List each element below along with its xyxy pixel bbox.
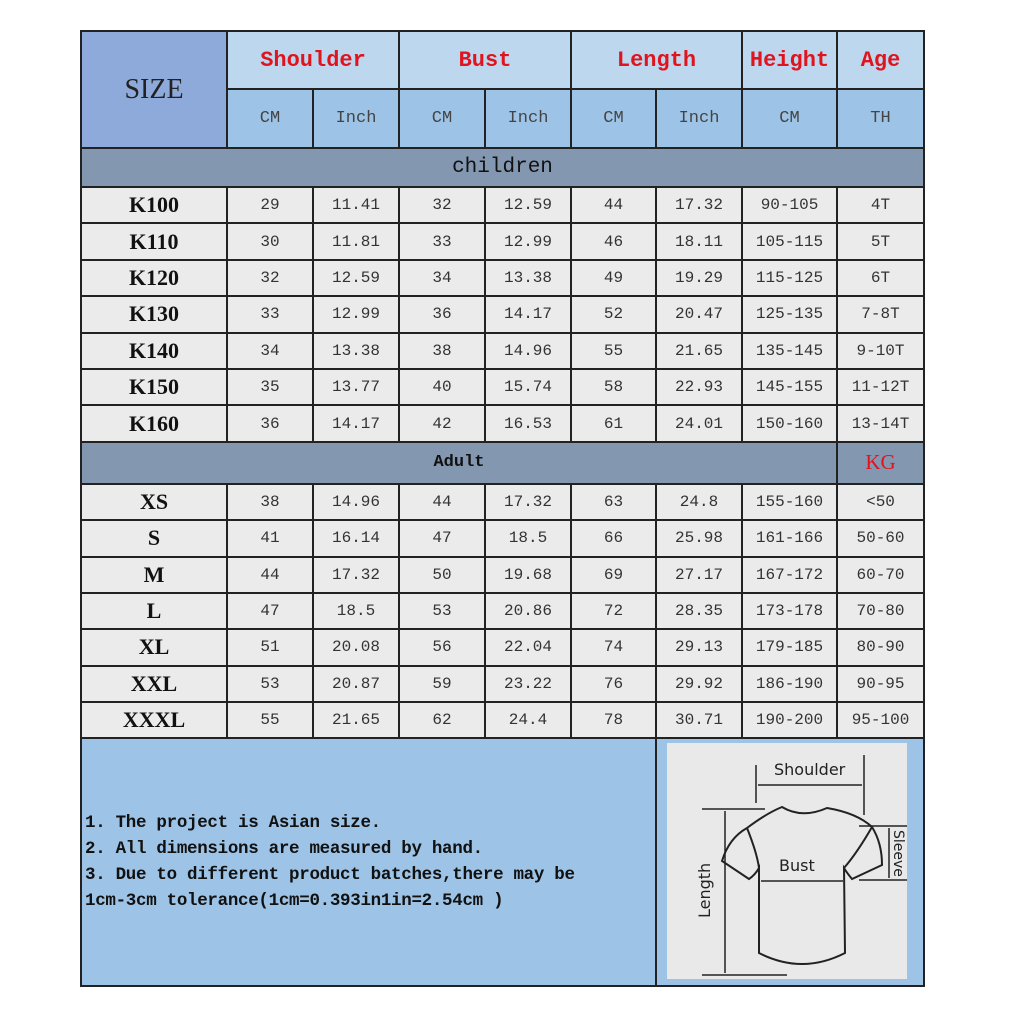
size-value: 27.17: [656, 557, 742, 593]
size-value: 25.98: [656, 520, 742, 556]
size-value: 95-100: [837, 702, 924, 738]
adult-size-row: [81, 666, 924, 702]
size-value: 18.11: [656, 223, 742, 259]
size-value: 14.96: [485, 333, 571, 369]
size-value: 74: [571, 629, 656, 665]
size-value: 38: [399, 333, 485, 369]
unit-header: TH: [837, 89, 924, 148]
size-value: 16.53: [485, 405, 571, 441]
size-value: 167-172: [742, 557, 837, 593]
size-value: 50: [399, 557, 485, 593]
size-value: 60-70: [837, 557, 924, 593]
size-value: 155-160: [742, 484, 837, 520]
size-value: 30.71: [656, 702, 742, 738]
size-value: 145-155: [742, 369, 837, 405]
size-value: 19.29: [656, 260, 742, 296]
unit-header: Inch: [485, 89, 571, 148]
size-value: 14.17: [485, 296, 571, 332]
size-label: K150: [81, 369, 227, 405]
children-size-row: [81, 405, 924, 441]
size-label: XS: [81, 484, 227, 520]
size-value: 29.13: [656, 629, 742, 665]
size-value: 18.5: [313, 593, 399, 629]
size-value: 13-14T: [837, 405, 924, 441]
diagram-length-label: Length: [695, 863, 714, 919]
size-value: 69: [571, 557, 656, 593]
size-value: 29.92: [656, 666, 742, 702]
unit-header: CM: [742, 89, 837, 148]
size-value: 22.93: [656, 369, 742, 405]
children-size-row: [81, 296, 924, 332]
size-header: SIZE: [81, 31, 227, 148]
size-value: 18.5: [485, 520, 571, 556]
size-chart-table: [80, 30, 925, 987]
size-value: 58: [571, 369, 656, 405]
size-value: 53: [399, 593, 485, 629]
size-value: 186-190: [742, 666, 837, 702]
size-value: 12.99: [313, 296, 399, 332]
size-value: 125-135: [742, 296, 837, 332]
length-header: Length: [571, 31, 742, 89]
size-label: K120: [81, 260, 227, 296]
size-value: 11.41: [313, 187, 399, 223]
size-value: 21.65: [656, 333, 742, 369]
children-size-row: [81, 260, 924, 296]
adult-size-row: [81, 702, 924, 738]
size-value: 40: [399, 369, 485, 405]
size-value: 12.99: [485, 223, 571, 259]
size-value: 12.59: [485, 187, 571, 223]
size-value: 24.01: [656, 405, 742, 441]
size-value: 38: [227, 484, 313, 520]
size-value: 51: [227, 629, 313, 665]
kg-label: KG: [837, 442, 924, 484]
size-value: 23.22: [485, 666, 571, 702]
size-value: 20.47: [656, 296, 742, 332]
size-label: M: [81, 557, 227, 593]
size-value: 56: [399, 629, 485, 665]
size-value: 28.35: [656, 593, 742, 629]
size-value: 34: [227, 333, 313, 369]
adult-size-row: [81, 593, 924, 629]
age-header: Age: [837, 31, 924, 89]
size-value: 11.81: [313, 223, 399, 259]
size-value: 90-95: [837, 666, 924, 702]
size-value: 150-160: [742, 405, 837, 441]
adult-section-row: [81, 442, 924, 484]
size-value: 24.8: [656, 484, 742, 520]
size-value: 13.38: [485, 260, 571, 296]
size-label: K100: [81, 187, 227, 223]
size-value: 47: [227, 593, 313, 629]
children-size-row: [81, 333, 924, 369]
size-value: 90-105: [742, 187, 837, 223]
diagram-bust-label: Bust: [779, 856, 815, 876]
size-value: 4T: [837, 187, 924, 223]
size-value: 44: [571, 187, 656, 223]
children-size-row: [81, 369, 924, 405]
size-value: 115-125: [742, 260, 837, 296]
size-value: 53: [227, 666, 313, 702]
header-row-groups: [81, 31, 924, 89]
size-label: K160: [81, 405, 227, 441]
bust-header: Bust: [399, 31, 571, 89]
size-value: 44: [399, 484, 485, 520]
unit-header: CM: [399, 89, 485, 148]
size-value: 12.59: [313, 260, 399, 296]
size-value: 24.4: [485, 702, 571, 738]
height-header: Height: [742, 31, 837, 89]
note-2: 2. All dimensions are measured by hand.: [85, 839, 483, 860]
size-label: K110: [81, 223, 227, 259]
size-value: 21.65: [313, 702, 399, 738]
size-value: 135-145: [742, 333, 837, 369]
size-value: 29: [227, 187, 313, 223]
size-value: 55: [227, 702, 313, 738]
size-value: 22.04: [485, 629, 571, 665]
size-value: 32: [399, 187, 485, 223]
size-value: 17.32: [313, 557, 399, 593]
tshirt-outline-icon: [722, 807, 882, 964]
size-value: 55: [571, 333, 656, 369]
notes-row: [81, 738, 924, 986]
size-label: K140: [81, 333, 227, 369]
size-value: 16.14: [313, 520, 399, 556]
size-value: 6T: [837, 260, 924, 296]
size-value: 20.86: [485, 593, 571, 629]
tshirt-diagram: [667, 743, 907, 979]
size-value: 72: [571, 593, 656, 629]
notes-cell: [81, 738, 656, 986]
size-value: 161-166: [742, 520, 837, 556]
size-value: 63: [571, 484, 656, 520]
size-value: 36: [399, 296, 485, 332]
size-value: 15.74: [485, 369, 571, 405]
size-value: 42: [399, 405, 485, 441]
adult-section-label: Adult: [81, 442, 837, 484]
adult-size-row: [81, 557, 924, 593]
note-4: 1cm-3cm tolerance(1cm=0.393in1in=2.54cm ): [85, 891, 504, 912]
size-label: K130: [81, 296, 227, 332]
size-label: XXXL: [81, 702, 227, 738]
size-value: 44: [227, 557, 313, 593]
size-value: 9-10T: [837, 333, 924, 369]
size-value: 33: [227, 296, 313, 332]
size-value: 7-8T: [837, 296, 924, 332]
note-1: 1. The project is Asian size.: [85, 813, 381, 834]
adult-size-row: [81, 629, 924, 665]
size-value: 20.87: [313, 666, 399, 702]
size-value: 105-115: [742, 223, 837, 259]
size-label: S: [81, 520, 227, 556]
size-value: 190-200: [742, 702, 837, 738]
shoulder-header: Shoulder: [227, 31, 399, 89]
size-value: 76: [571, 666, 656, 702]
unit-header: CM: [227, 89, 313, 148]
size-value: 17.32: [485, 484, 571, 520]
size-value: 14.96: [313, 484, 399, 520]
size-value: 36: [227, 405, 313, 441]
size-value: 35: [227, 369, 313, 405]
size-value: <50: [837, 484, 924, 520]
size-value: 59: [399, 666, 485, 702]
size-value: 70-80: [837, 593, 924, 629]
note-3: 3. Due to different product batches,there may be: [85, 865, 575, 886]
size-value: 30: [227, 223, 313, 259]
children-section-label: children: [81, 148, 924, 187]
size-value: 32: [227, 260, 313, 296]
size-value: 78: [571, 702, 656, 738]
size-value: 46: [571, 223, 656, 259]
size-value: 14.17: [313, 405, 399, 441]
size-value: 62: [399, 702, 485, 738]
size-value: 13.38: [313, 333, 399, 369]
measurement-diagram-cell: [656, 738, 924, 986]
diagram-shoulder-label: Shoulder: [774, 760, 846, 780]
size-value: 66: [571, 520, 656, 556]
size-value: 41: [227, 520, 313, 556]
children-size-row: [81, 187, 924, 223]
size-value: 173-178: [742, 593, 837, 629]
adult-size-row: [81, 484, 924, 520]
size-label: XL: [81, 629, 227, 665]
size-value: 47: [399, 520, 485, 556]
size-value: 80-90: [837, 629, 924, 665]
size-value: 13.77: [313, 369, 399, 405]
size-value: 17.32: [656, 187, 742, 223]
adult-size-row: [81, 520, 924, 556]
size-value: 61: [571, 405, 656, 441]
size-label: XXL: [81, 666, 227, 702]
size-value: 19.68: [485, 557, 571, 593]
size-value: 34: [399, 260, 485, 296]
size-value: 50-60: [837, 520, 924, 556]
size-value: 49: [571, 260, 656, 296]
size-value: 179-185: [742, 629, 837, 665]
unit-header: Inch: [656, 89, 742, 148]
size-value: 33: [399, 223, 485, 259]
children-size-row: [81, 223, 924, 259]
size-label: L: [81, 593, 227, 629]
size-value: 52: [571, 296, 656, 332]
size-value: 20.08: [313, 629, 399, 665]
unit-header: Inch: [313, 89, 399, 148]
size-value: 5T: [837, 223, 924, 259]
unit-header: CM: [571, 89, 656, 148]
size-value: 11-12T: [837, 369, 924, 405]
diagram-sleeve-label: Sleeve: [890, 830, 906, 878]
children-section-row: [81, 148, 924, 187]
